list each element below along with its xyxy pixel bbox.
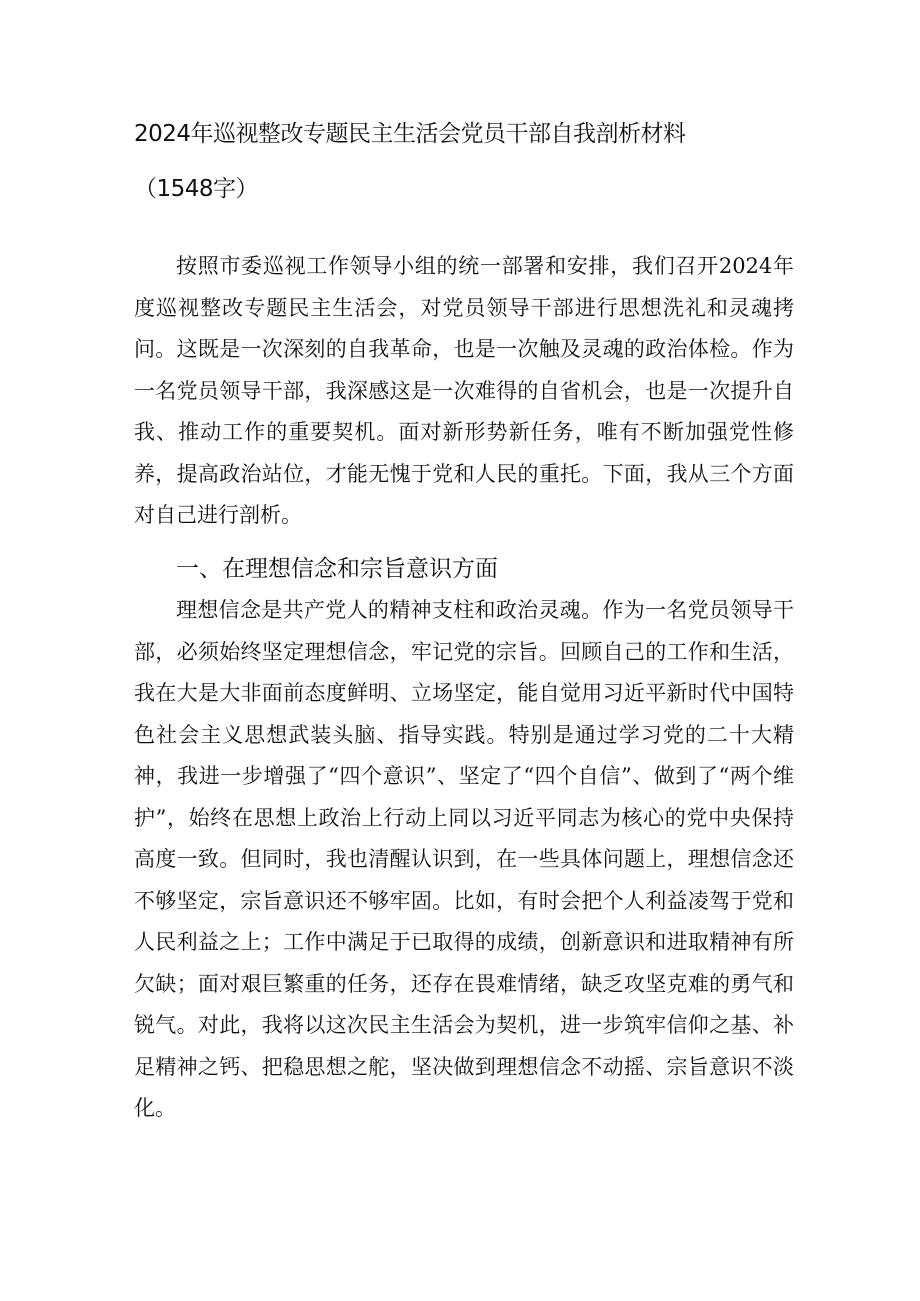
section-1-paragraph: 理想信念是共产党人的精神支柱和政治灵魂。作为一名党员领导干部，必须始终坚定理想信念，牢记党的宗旨。回顾自己的工作和生活，我在大是大非面前态度鲜明、立场坚定，能自觉用习近平新时代中国特色社会主义思想武装头脑、指导实践。特别是通过学习党的二十大精神，我进一步增强了“四个意识”、坚定了“四个自信”、做到了“两个维护”，始终在思想上政治上行动上同以习近平同志为核心的党中央保持高度一致。但同时，我也清醒认识到，在一些具体问题上，理想信念还不够坚定，宗旨意识还不够牢固。比如，有时会把个人利益凌驾于党和人民利益之上；工作中满足于已取得的成绩，创新意识和进取精神有所欠缺；面对艰巨繁重的任务，还存在畏难情绪，缺乏攻坚克难的勇气和锐气。对此，我将以这次民主生活会为契机，进一步筑牢信仰之基、补足精神之钙、把稳思想之舵，坚决做到理想信念不动摇、宗旨意识不淡化。 <box>134 598 794 1120</box>
section-heading-1: 一、在理想信念和宗旨意识方面 <box>176 556 498 582</box>
intro-paragraph: 按照市委巡视工作领导小组的统一部署和安排，我们召开2024年度巡视整改专题民主生活会，对党员领导干部进行思想洗礼和灵魂拷问。这既是一次深刻的自我革命，也是一次触及灵魂的政治体检。作为一名党员领导干部，我深感这是一次难得的自省机会，也是一次提升自我、推动工作的重要契机。面对新形势新任务，唯有不断加强党性修养，提高政治站位，才能无愧于党和人民的重托。下面，我从三个方面对自己进行剖析。 <box>134 254 794 527</box>
document-word-count: （1548字） <box>134 176 259 202</box>
document-title: 2024年巡视整改专题民主生活会党员干部自我剖析材料 <box>134 121 686 147</box>
